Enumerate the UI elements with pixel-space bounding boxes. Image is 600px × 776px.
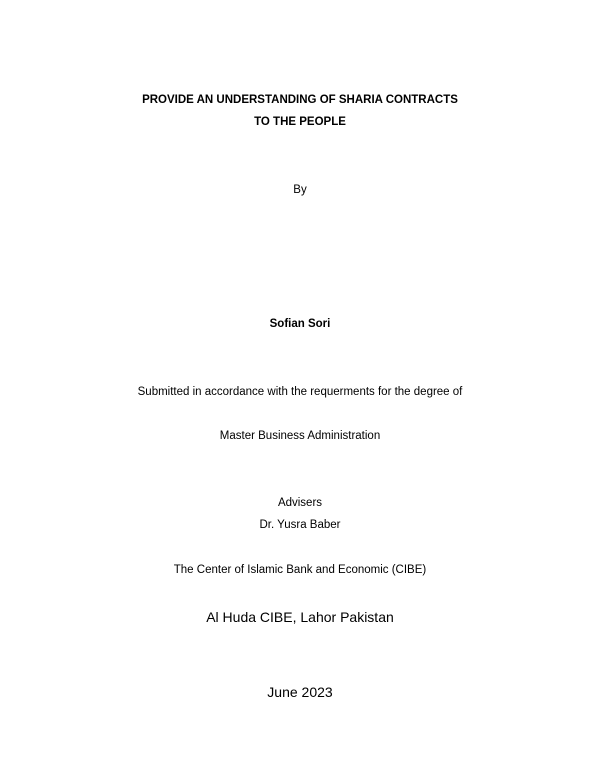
adviser-name: Dr. Yusra Baber (259, 519, 341, 531)
submission-statement: Submitted in accordance with the requerments for the degree of (137, 386, 463, 398)
title-line-2: TO THE PEOPLE (254, 116, 346, 128)
center-name: The Center of Islamic Bank and Economic (CIBE) (173, 564, 427, 576)
title-line-1: PROVIDE AN UNDERSTANDING OF SHARIA CONTRACTS (142, 94, 458, 106)
by-label: By (293, 184, 307, 196)
advisers-label: Advisers (277, 497, 323, 509)
author-name: Sofian Sori (269, 318, 331, 330)
institution-name: Al Huda CIBE, Lahor Pakistan (206, 609, 394, 625)
degree-name: Master Business Administration (219, 430, 381, 442)
submission-date: June 2023 (267, 684, 333, 700)
